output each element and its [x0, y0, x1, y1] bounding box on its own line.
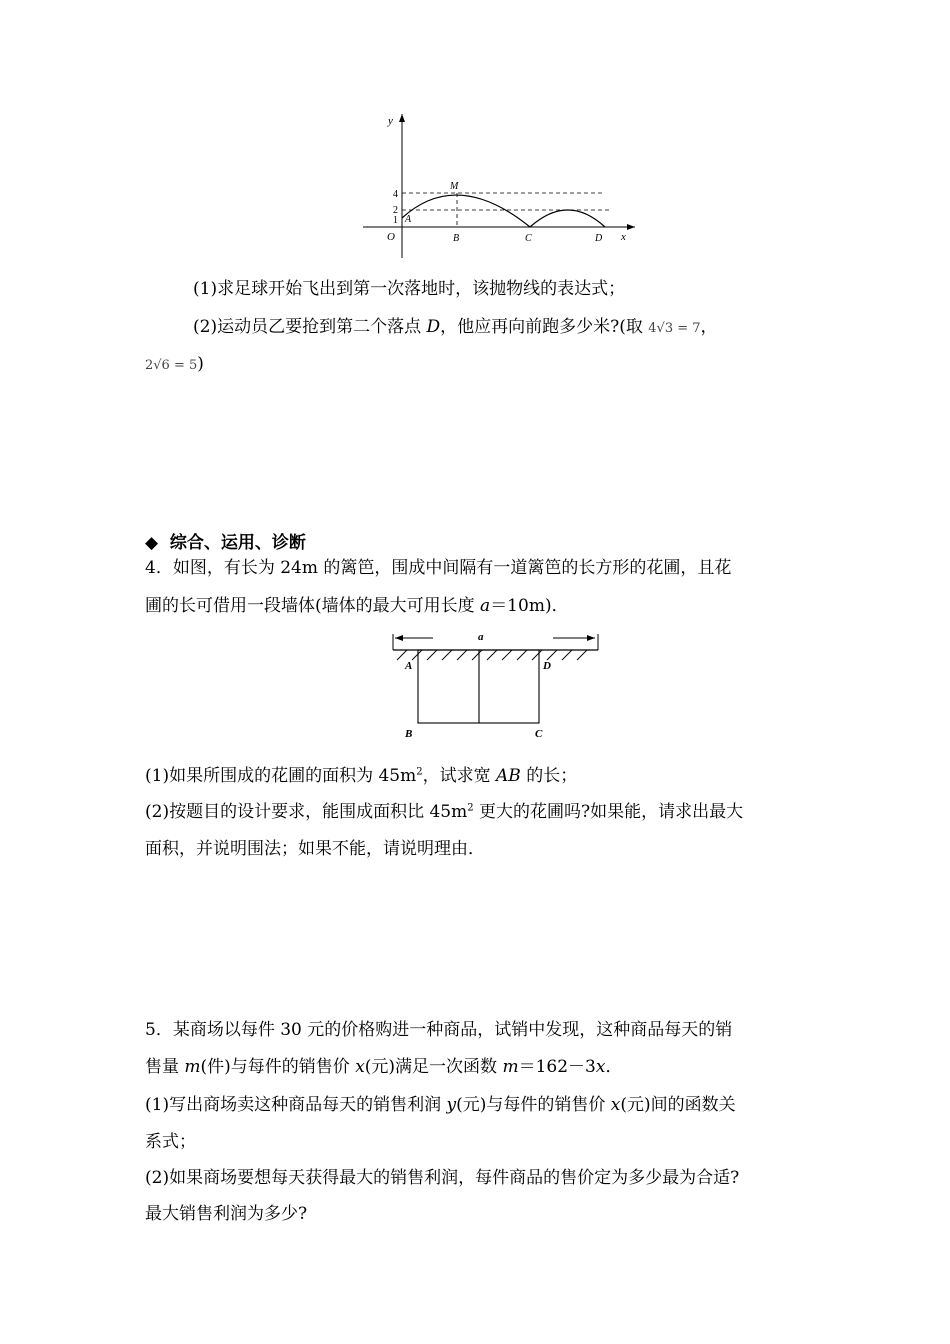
q3-part1: (1)求足球开始飞出到第一次落地时，该抛物线的表达式； — [193, 279, 626, 299]
q4-part2-line2: 面积，并说明围法；如果不能，请说明理由． — [145, 839, 485, 859]
q4-part2: (2)按题目的设计要求，能围成面积比 $45m^2$ 更大的花圃吗?如果能，请求出最大 — [145, 802, 744, 822]
point-b-label: B — [453, 233, 460, 244]
q4-line1: 4．如图，有长为 24m 的篱笆，围成中间隔有一道篱笆的长方形的花圃，且花 — [145, 558, 732, 578]
origin-label: O — [387, 231, 395, 243]
q5-part1-line2: 系式； — [145, 1132, 196, 1152]
q5-part2: (2)如果商场要想每天获得最大的销售利润，每件商品的售价定为多少最为合适? — [145, 1168, 740, 1188]
trajectory-figure — [355, 110, 645, 260]
q4-part1: (1)如果所围成的花圃的面积为 $45m^2$，试求宽 AB 的长； — [145, 766, 578, 786]
q5-line1: 5．某商场以每件 30 元的价格购进一种商品，试销中发现，这种商品每天的销 — [145, 1020, 733, 1040]
point-a-label: A — [405, 660, 413, 672]
point-c-label: C — [525, 233, 532, 244]
wall-length-label: a — [478, 631, 484, 643]
garden-figure — [385, 628, 605, 743]
point-b-label: B — [405, 728, 413, 740]
point-d-label: D — [543, 660, 551, 672]
q3-part2-continued: 2√6 = 5) — [145, 354, 204, 374]
y-axis-label: y — [388, 115, 393, 127]
x-axis-label: x — [621, 231, 626, 243]
point-a-label: A — [405, 214, 412, 225]
wall-hatching — [397, 650, 587, 660]
first-parabola — [402, 195, 530, 227]
point-m-label: M — [450, 181, 459, 192]
q3-part2: (2)运动员乙要抢到第二个落点 D，他应再向前跑多少米?(取 4√3 = 7， — [193, 317, 718, 337]
q4-line2: 圃的长可借用一段墙体(墙体的最大可用长度 a＝10m)． — [145, 596, 569, 616]
diamond-bullet-icon: ◆ — [145, 533, 159, 553]
section-heading: ◆ 综合、运用、诊断 — [145, 533, 306, 553]
second-parabola — [530, 210, 605, 227]
q5-line2: 售量 m(件)与每件的销售价 x(元)满足一次函数 m＝162－3x． — [145, 1057, 623, 1077]
point-c-label: C — [535, 728, 543, 740]
y-tick-2: 2 — [393, 205, 398, 216]
point-d-label: D — [595, 233, 603, 244]
approx-4sqrt3: 4√3 = 7 — [648, 321, 701, 336]
y-tick-1: 1 — [393, 215, 398, 226]
q5-part2-line2: 最大销售利润为多少? — [145, 1204, 308, 1224]
q5-part1: (1)写出商场卖这种商品每天的销售利润 y(元)与每件的销售价 x(元)间的函数关 — [145, 1095, 736, 1115]
y-tick-4: 4 — [393, 189, 398, 200]
approx-2sqrt6: 2√6 = 5 — [145, 358, 198, 373]
